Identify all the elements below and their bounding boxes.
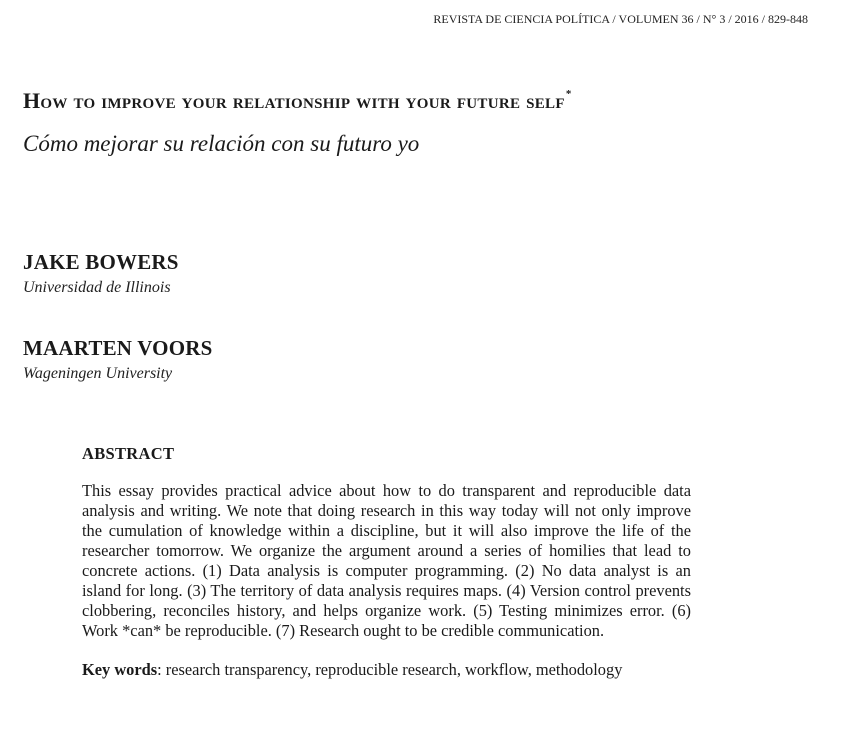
author-affiliation: Wageningen University	[23, 365, 173, 382]
abstract-heading: ABSTRACT	[82, 444, 175, 463]
article-title	[23, 88, 572, 114]
keywords-line	[82, 660, 691, 680]
author-block	[23, 250, 179, 297]
abstract-section	[82, 444, 691, 680]
author-affiliation: Universidad de Illinois	[23, 279, 171, 296]
author-block	[23, 336, 213, 383]
author-name: MAARTEN VOORS	[23, 336, 213, 360]
article-title-text: How to improve your relationship with your future self	[23, 88, 565, 113]
running-head: REVISTA DE CIENCIA POLÍTICA / VOLUMEN 36 / N° 3 / 2016 / 829-848	[433, 12, 808, 26]
abstract-body: This essay provides practical advice about how to do transparent and reproducible data analysis and writing. We note that doing research in this way today will not only improve the cumulation of knowledge within a discipline, but it will also improve the life of the researcher tomorrow. We organize the argument around a series of homilies that lead to concrete actions. (1) Data analysis is computer programming. (2) No data analyst is an island for long. (3) The territory of data analysis requires maps. (4) Version control prevents clobbering, reconciles history, and helps organize work. (5) Testing minimizes error. (6) Work *can* be reproducible. (7) Research ought to be credible communication.	[82, 481, 691, 640]
author-name: JAKE BOWERS	[23, 250, 179, 274]
keywords-list: : research transparency, reproducible research, workflow, methodology	[157, 660, 623, 679]
keywords-label: Key words	[82, 660, 158, 679]
title-footnote-mark[interactable]: *	[565, 87, 572, 100]
article-subtitle: Cómo mejorar su relación con su futuro yo	[23, 131, 420, 156]
